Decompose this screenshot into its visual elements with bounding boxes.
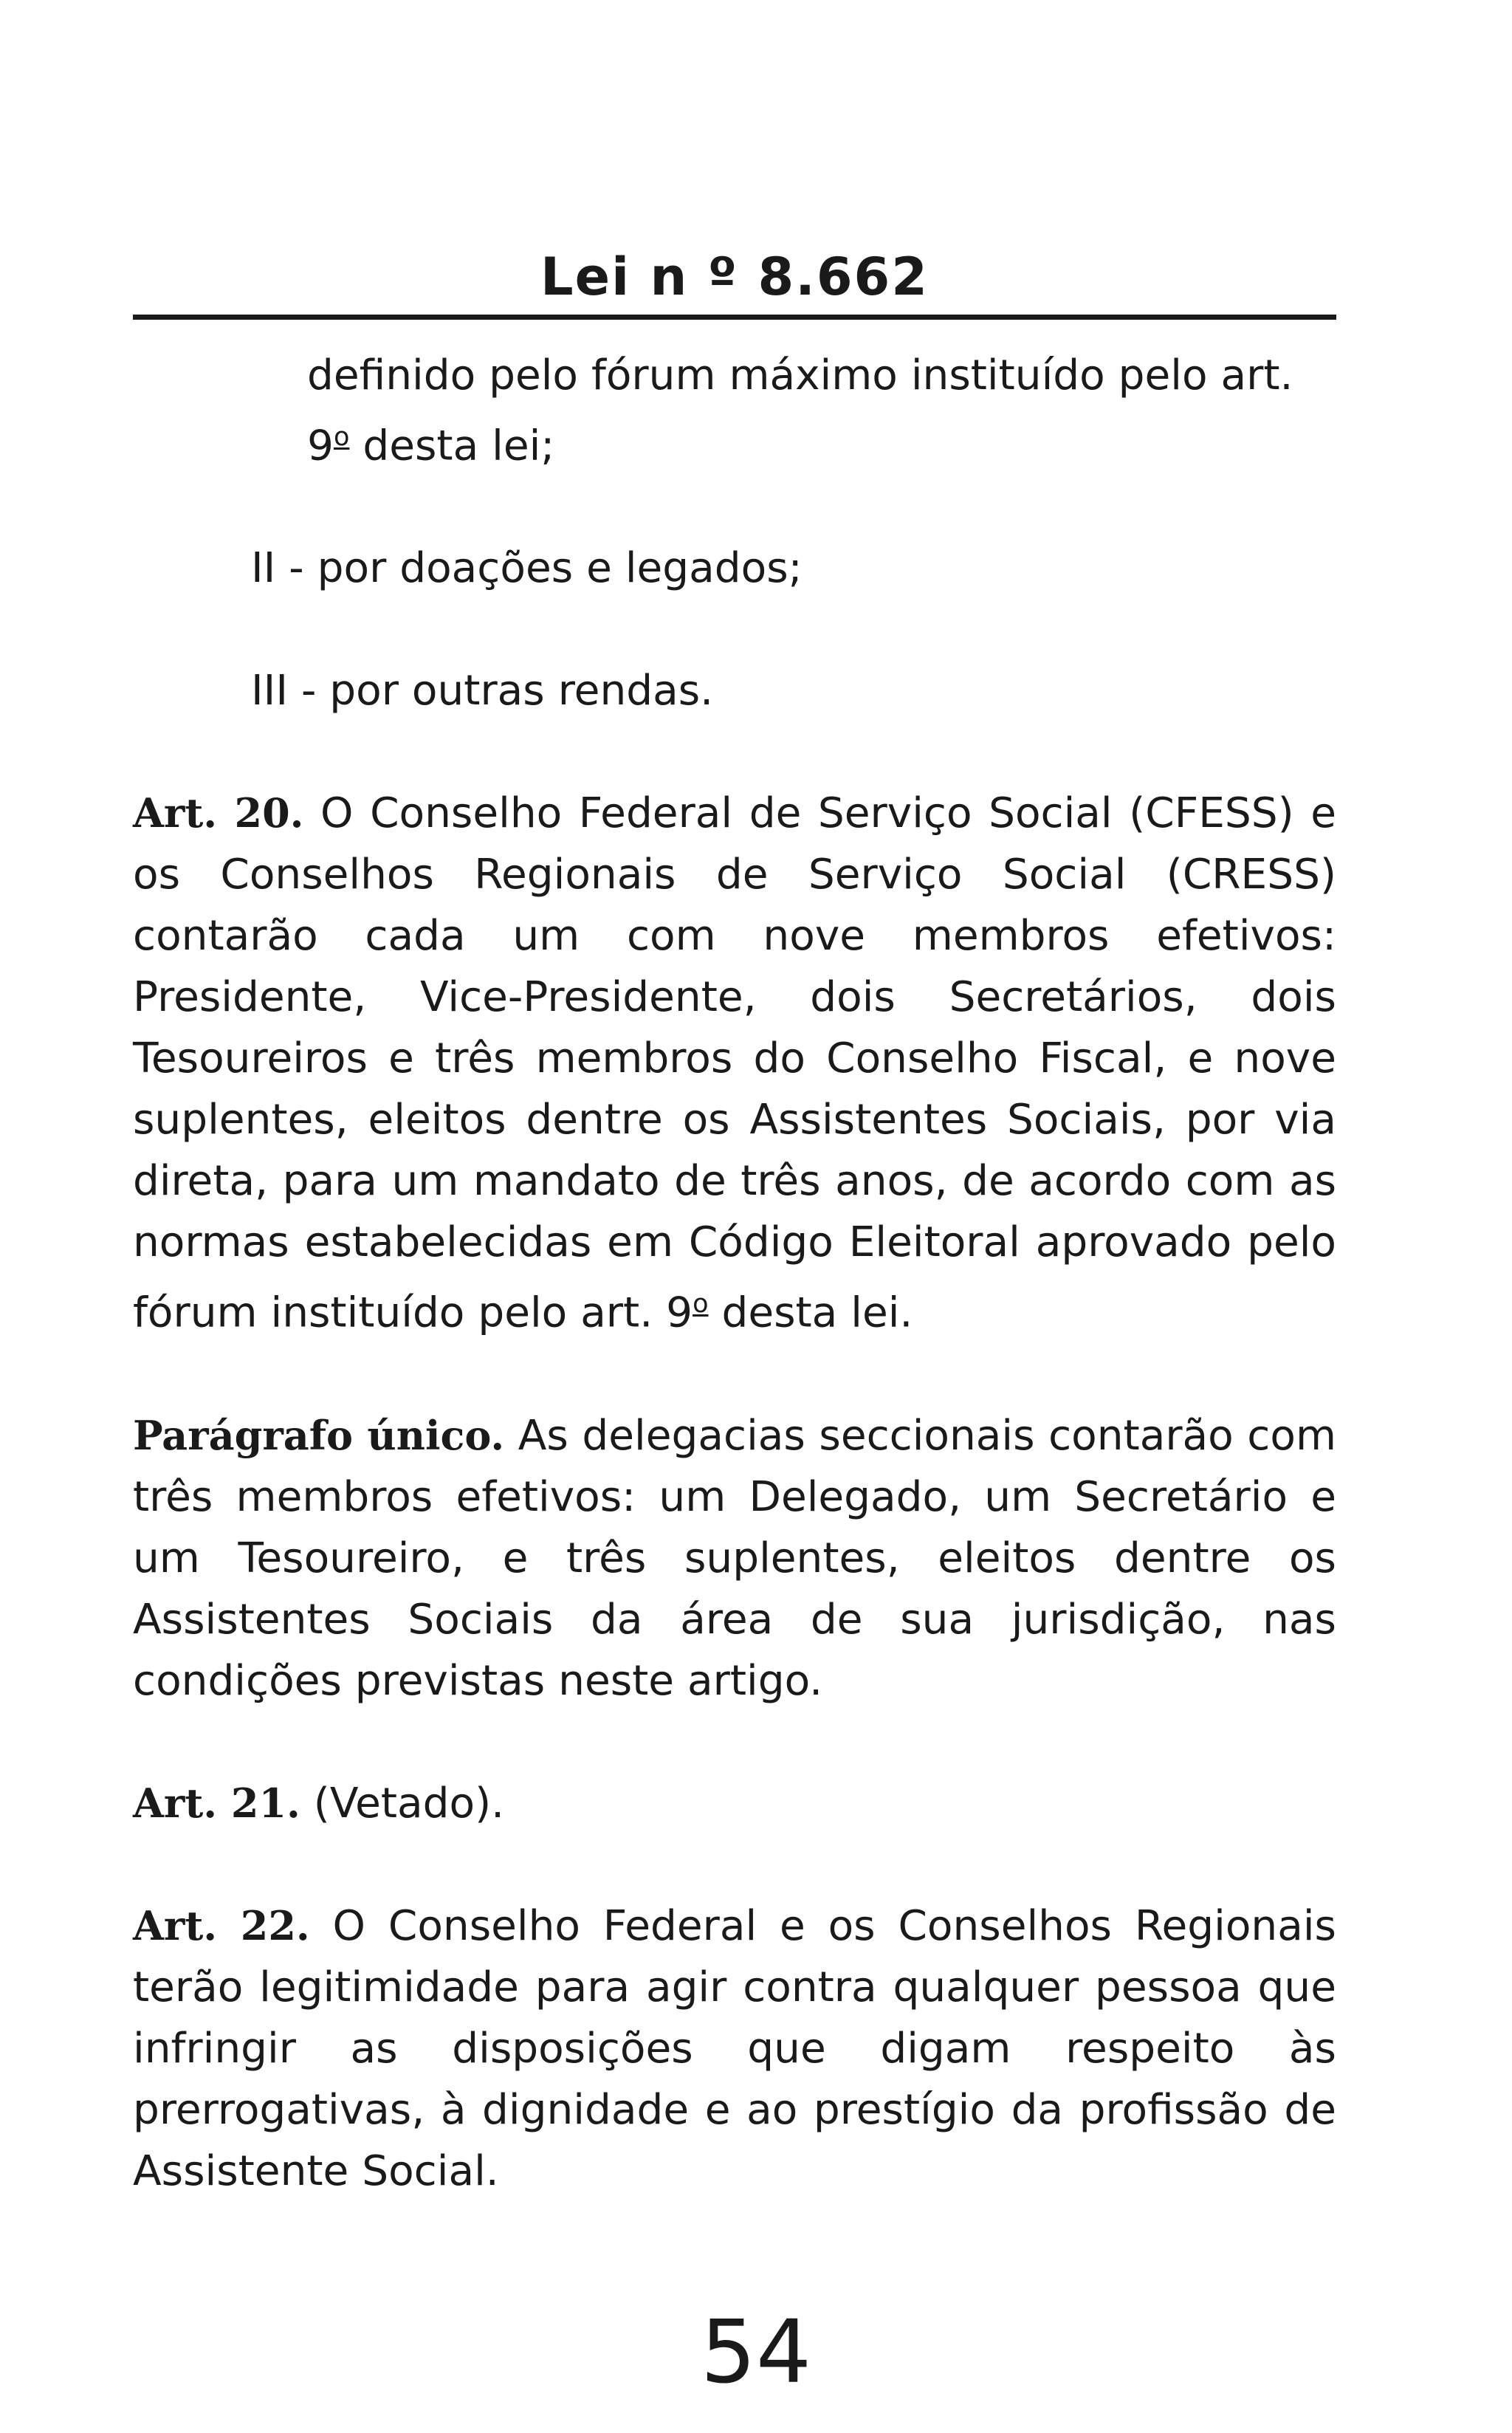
paragraph-text: As delegacias seccionais contarão com três membros efetivos: um Delegado, um Secretário e um Tesoureiro, e três suplentes, eleitos dentre os Assistentes Sociais da área de sua jurisdição, nas condições previstas neste artigo. xyxy=(133,1411,1336,1705)
article-label: Art. 22. xyxy=(133,1901,310,1949)
continuation-line-1: definido pelo fórum máximo instituído pelo art. xyxy=(307,351,1293,399)
ordinal-indicator: o xyxy=(333,422,350,452)
list-item: II - por doações e legados; xyxy=(251,544,803,593)
article-20 xyxy=(133,783,1336,1343)
paragraph-label: Parágrafo único. xyxy=(133,1411,505,1459)
article-text: O Conselho Federal e os Conselhos Regionais terão legitimidade para agir contra qualquer pessoa que infringir as disposições que digam respeito às prerrogativas, à dignidade e ao prestígio da profissão de Assistente Social. xyxy=(133,1901,1336,2195)
continuation-line-2-text: desta lei; xyxy=(349,422,555,470)
article-label: Art. 20. xyxy=(133,789,304,837)
article-22 xyxy=(133,1895,1336,2202)
running-head: Lei n º 8.662 xyxy=(540,247,929,307)
continuation-text xyxy=(307,345,1336,476)
paragrafo-unico xyxy=(133,1405,1336,1712)
article-21 xyxy=(133,1773,1336,1834)
list-item: III - por outras rendas. xyxy=(251,667,714,716)
page-number: 54 xyxy=(700,2301,812,2403)
article-text: (Vetado). xyxy=(300,1779,505,1828)
article-label: Art. 21. xyxy=(133,1779,300,1827)
page-body xyxy=(133,244,1336,2202)
header-rule xyxy=(133,315,1336,320)
ordinal-indicator: o xyxy=(693,1288,709,1320)
continuation-line-2-number: 9 xyxy=(307,422,334,470)
article-text: O Conselho Federal de Serviço Social (CFESS) e os Conselhos Regionais de Serviço Social (CRESS) contarão cada um com nove membros efetivos: Presidente, Vice-Presidente, dois Secretários, dois Tesoureiros e três membros do Conselho Fiscal, e nove suplentes, eleitos dentre os Assistentes Sociais, por via direta, para um mandato de três anos, de acordo com as normas estabelecidas em Código Eleitoral aprovado pelo fórum instituído pelo art. 9 xyxy=(133,789,1336,1337)
article-text-end: desta lei. xyxy=(708,1288,913,1337)
